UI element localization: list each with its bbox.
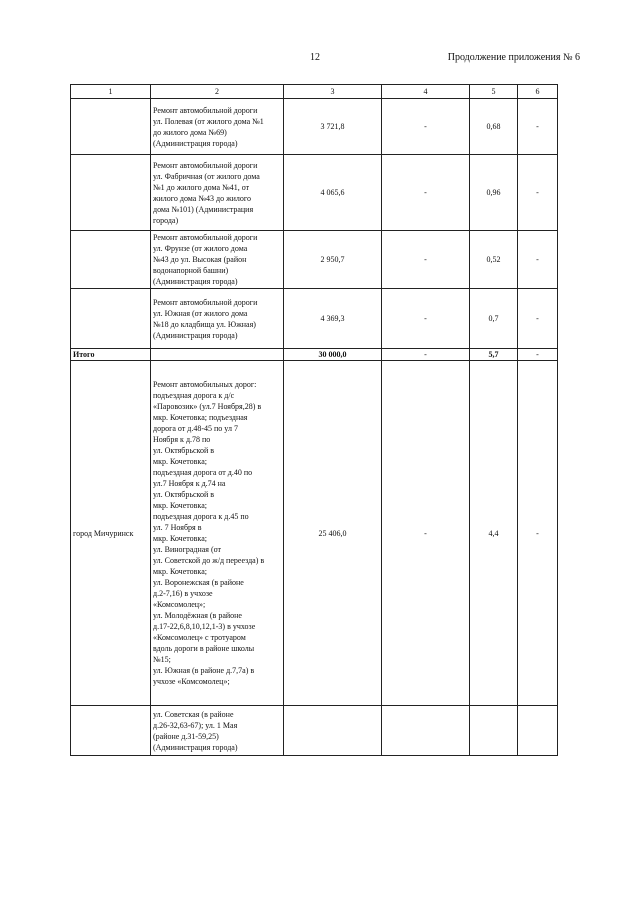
row-amount: 4 065,6 (284, 155, 382, 231)
appendix-table (70, 84, 558, 756)
row-length: 0,7 (470, 289, 518, 349)
row-length: 0,68 (470, 99, 518, 155)
table-row (71, 361, 558, 706)
city-description: Ремонт автомобильных дорог: подъездная дорога к д/с «Паровозик» (ул.7 Ноября,28) в мкр. Кочетовка; подъездная дорога от д.48-45 по ул 7 Ноября к д.78 по ул. Октябрьской в мкр. Кочетовка; подъездная дорога от д.40 по ул.7 Ноября к д.74 на ул. Октябрьской в мкр. Кочетовка; подъездная дорога к д.45 по ул. 7 Ноября в мкр. Кочетовка; ул. Виноградная (от ул. Советской до ж/д переезда) в мкр. Кочетовка; ул. Воронежская (в районе д.2-7,16) в учхозе «Комсомолец»; ул. Молодёжная (в районе д.17-22,6,8,10,12,1-3) в учхозе «Комсомолец» с тротуаром вдоль дороги в районе школы №15; ул. Южная (в районе д.7,7а) в учхозе «Комсомолец»; (151, 361, 284, 706)
row-amount: 4 369,3 (284, 289, 382, 349)
row-col6: - (518, 99, 558, 155)
table-row (71, 231, 558, 289)
row-description: Ремонт автомобильной дороги ул. Полевая (от жилого дома №1 до жилого дома №69) (Администрация города) (151, 99, 284, 155)
cont-col3 (284, 706, 382, 756)
city-length: 4,4 (470, 361, 518, 706)
cont-col1 (71, 706, 151, 756)
row-amount: 2 950,7 (284, 231, 382, 289)
table-row (71, 289, 558, 349)
row-col6: - (518, 155, 558, 231)
total-label: Итого (71, 349, 151, 361)
row-col4: - (382, 231, 470, 289)
total-col6: - (518, 349, 558, 361)
row-length: 0,96 (470, 155, 518, 231)
header-row (71, 85, 558, 99)
total-length: 5,7 (470, 349, 518, 361)
city-amount: 25 406,0 (284, 361, 382, 706)
cont-col4 (382, 706, 470, 756)
column-header: 5 (470, 85, 518, 99)
row-length: 0,52 (470, 231, 518, 289)
table-row (71, 706, 558, 756)
row-col1 (71, 231, 151, 289)
cont-col5 (470, 706, 518, 756)
row-col6: - (518, 289, 558, 349)
row-col1 (71, 155, 151, 231)
appendix-label: Продолжение приложения № 6 (447, 52, 580, 63)
row-amount: 3 721,8 (284, 99, 382, 155)
row-col1 (71, 99, 151, 155)
column-header: 3 (284, 85, 382, 99)
row-col4: - (382, 155, 470, 231)
city-col4: - (382, 361, 470, 706)
column-header: 6 (518, 85, 558, 99)
total-col4: - (382, 349, 470, 361)
row-description: Ремонт автомобильной дороги ул. Фабричная (от жилого дома №1 до жилого дома №41, от жилого дома №43 до жилого дома №101) (Администрация города) (151, 155, 284, 231)
page-number: 12 (310, 52, 320, 63)
row-col1 (71, 289, 151, 349)
column-header: 2 (151, 85, 284, 99)
total-empty (151, 349, 284, 361)
row-col6: - (518, 231, 558, 289)
row-description: Ремонт автомобильной дороги ул. Фрунзе (от жилого дома №43 до ул. Высокая (район водонапорной башни) (Администрация города) (151, 231, 284, 289)
row-description: Ремонт автомобильной дороги ул. Южная (от жилого дома №18 до кладбища ул. Южная) (Администрация города) (151, 289, 284, 349)
column-header: 1 (71, 85, 151, 99)
cont-col6 (518, 706, 558, 756)
total-row (71, 349, 558, 361)
table-row (71, 155, 558, 231)
total-amount: 30 000,0 (284, 349, 382, 361)
column-header: 4 (382, 85, 470, 99)
city-name: город Мичуринск (71, 361, 151, 706)
row-col4: - (382, 289, 470, 349)
city-description-continuation: ул. Советская (в районе д.26-32,63-67); ул. 1 Мая (районе д.31-59,25) (Администрация города) (151, 706, 284, 756)
table-row (71, 99, 558, 155)
row-col4: - (382, 99, 470, 155)
city-col6: - (518, 361, 558, 706)
